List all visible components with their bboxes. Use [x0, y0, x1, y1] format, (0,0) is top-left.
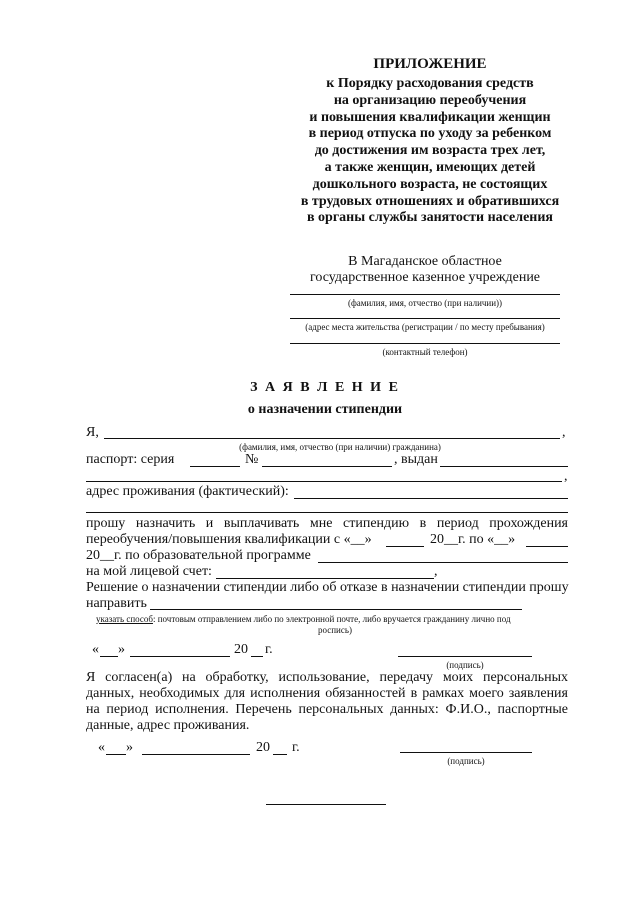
appendix-line: дошкольного возраста, не состоящих: [312, 176, 548, 192]
phone-field-line[interactable]: [290, 343, 560, 344]
passport-series-label: паспорт: серия: [86, 452, 175, 467]
fio-field-line[interactable]: [290, 294, 560, 295]
closing-separator: [266, 804, 386, 805]
request-line-2b: 20__г. по «__»: [430, 532, 516, 547]
address-field-line[interactable]: [290, 318, 560, 319]
date1-month-field[interactable]: [130, 656, 230, 657]
date2-year-prefix: 20: [256, 740, 270, 755]
address-actual-field[interactable]: [294, 498, 568, 499]
appendix-line: до достижения им возраста трех лет,: [314, 143, 546, 159]
consent-line-2: данных, необходимых для исполнения обязанностей в рамках моего заявления: [86, 686, 568, 701]
signature1-field[interactable]: [398, 656, 532, 657]
consent-line-4: данные, адрес проживания.: [86, 718, 250, 733]
account-label: на мой лицевой счет:: [86, 564, 212, 579]
passport-issued-field[interactable]: [440, 466, 568, 467]
comma: ,: [562, 425, 566, 440]
date1-year-prefix: 20: [234, 642, 248, 657]
program-field[interactable]: [318, 562, 568, 563]
phone-hint: (контактный телефон): [382, 347, 468, 357]
hint-method-rest: : почтовым отправлением либо по электронной почте, либо вручается гражданину лично под: [152, 614, 511, 624]
account-field[interactable]: [216, 578, 434, 579]
date2-close-quote: »: [126, 740, 133, 755]
statement-title: З А Я В Л Е Н И Е: [250, 380, 400, 395]
hint-method-underlined: указать способ: [96, 614, 153, 624]
date1-open-quote: «: [92, 642, 99, 657]
delivery-method-hint: [96, 614, 511, 624]
request-line-3a: 20__г. по образовательной программе: [86, 548, 311, 563]
appendix-text: [270, 76, 590, 227]
decision-line-1: Решение о назначении стипендии либо об отказе в назначении стипендии прошу: [86, 580, 569, 595]
passport-series-field[interactable]: [190, 466, 240, 467]
address-actual-label: адрес проживания (фактический):: [86, 484, 289, 499]
consent-line-1: Я согласен(а) на обработку, использование, передачу моих персональных: [86, 670, 568, 685]
citizen-hint: (фамилия, имя, отчество (при наличии) гражданина): [239, 442, 441, 452]
date2-g: г.: [292, 740, 300, 755]
addressee-line-2: государственное казенное учреждение: [309, 270, 541, 285]
appendix-line: в период отпуска по уходу за ребенком: [308, 126, 552, 142]
number-sign: №: [245, 452, 259, 467]
appendix-line: на организацию переобучения: [333, 92, 527, 108]
comma: ,: [434, 564, 438, 579]
end-month-field[interactable]: [526, 546, 568, 547]
signature2-hint: (подпись): [447, 756, 485, 766]
date2-year-field[interactable]: [273, 754, 287, 755]
signature2-field[interactable]: [400, 752, 532, 753]
date1-day-field[interactable]: [100, 656, 118, 657]
delivery-method-field[interactable]: [150, 609, 522, 610]
fio-hint: (фамилия, имя, отчество (при наличии)): [347, 298, 503, 308]
passport-issued-field-cont[interactable]: [86, 481, 562, 482]
appendix-line: а также женщин, имеющих детей: [324, 159, 536, 175]
request-line-1: прошу назначить и выплачивать мне стипендию в период прохождения: [86, 516, 568, 531]
date2-open-quote: «: [98, 740, 105, 755]
passport-number-field[interactable]: [262, 466, 392, 467]
start-month-field[interactable]: [386, 546, 424, 547]
address-hint: (адрес места жительства (регистрации / по месту пребывания): [305, 322, 545, 332]
date2-day-field[interactable]: [106, 754, 126, 755]
citizen-name-field[interactable]: [104, 438, 560, 439]
direct-label: направить: [86, 596, 147, 611]
addressee-line-1: В Магаданское областное: [348, 254, 502, 269]
delivery-method-hint-2: роспись): [318, 625, 352, 635]
consent-line-3: на период исполнения. Перечень персональных данных: Ф.И.О., паспортные: [86, 702, 568, 717]
appendix-title: ПРИЛОЖЕНИЕ: [373, 56, 487, 72]
date2-month-field[interactable]: [142, 754, 250, 755]
appendix-line: в органы службы занятости населения: [306, 210, 554, 226]
date1-g: г.: [265, 642, 273, 657]
ya-label: Я,: [86, 425, 99, 440]
request-line-2a: переобучения/повышения квалификации с «__»: [86, 532, 372, 547]
appendix-line: в трудовых отношениях и обратившихся: [300, 193, 560, 209]
appendix-line: и повышения квалификации женщин: [309, 109, 551, 125]
signature1-hint: (подпись): [446, 660, 484, 670]
appendix-line: к Порядку расходования средств: [326, 76, 534, 91]
address-actual-field-cont[interactable]: [86, 512, 568, 513]
date1-close-quote: »: [118, 642, 125, 657]
issued-label: , выдан: [394, 452, 438, 467]
statement-subtitle: о назначении стипендии: [247, 402, 403, 417]
date1-year-field[interactable]: [251, 656, 263, 657]
comma: ,: [564, 469, 568, 484]
